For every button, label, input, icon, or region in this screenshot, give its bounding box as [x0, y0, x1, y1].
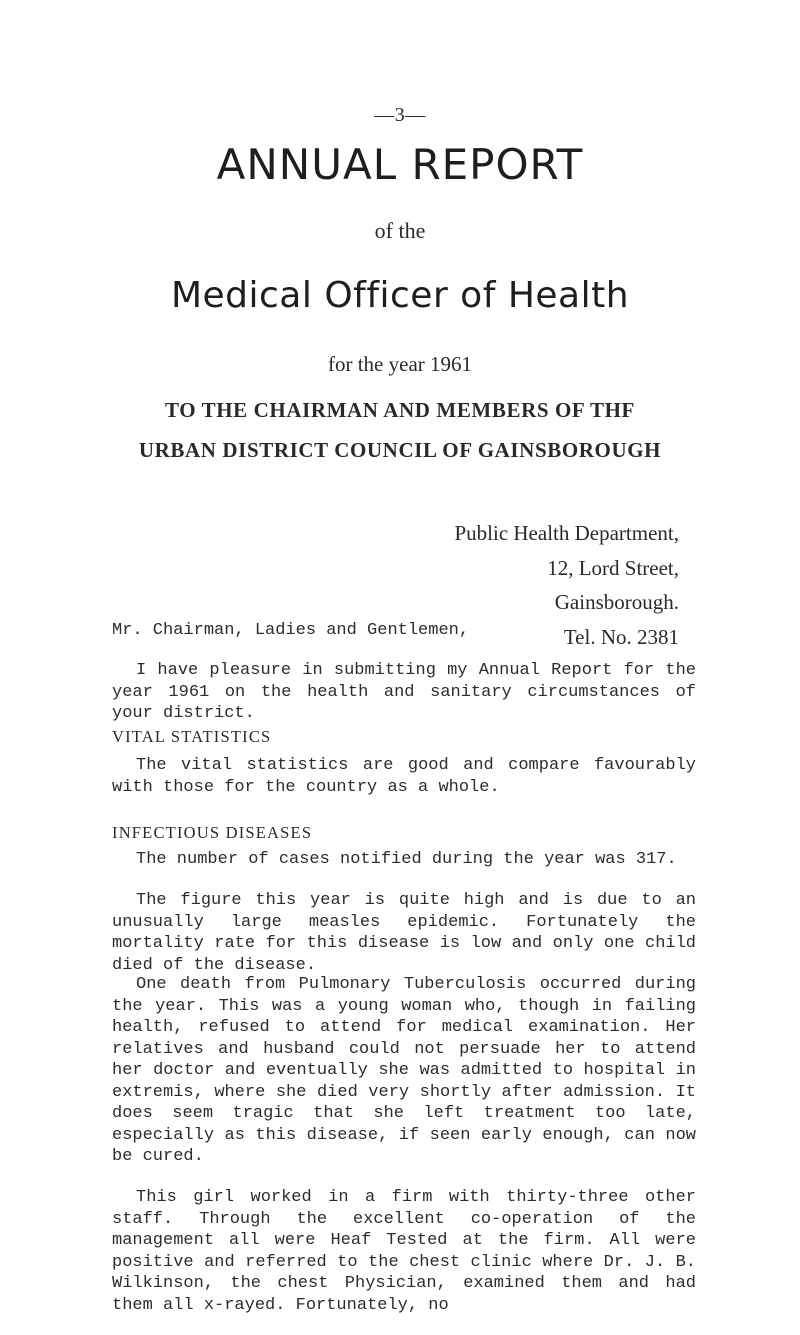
sender-department: Public Health Department, — [454, 521, 679, 545]
sender-street: 12, Lord Street, — [547, 555, 679, 580]
addressee-line-1: TO THE CHAIRMAN AND MEMBERS OF THF — [164, 398, 635, 422]
sender-town: Gainsborough. — [554, 590, 679, 614]
page-number: —3— — [374, 104, 426, 126]
infectious-paragraph-1: The number of cases notified during the year was 317. — [136, 850, 677, 869]
title-connector: of the — [374, 218, 426, 243]
infectious-paragraph-4: This girl worked in a firm with thirty-three other staff. Through the excellent co-operation of the management all were Heaf Tested at the firm. All were positive and referred to the chest clinic where Dr. J. B. Wilkinson, the chest Physician, examined them and had them all x-rayed. Fortunately, no — [112, 1188, 696, 1315]
report-subtitle: Medical Officer of Health — [170, 275, 630, 316]
sender-telephone: Tel. No. 2381 — [563, 624, 679, 649]
intro-paragraph: I have pleasure in submitting my Annual Report for the year 1961 on the health and sanitary circumstances of your district. — [112, 661, 696, 723]
report-title: ANNUAL REPORT — [216, 140, 584, 189]
infectious-diseases-heading: INFECTIOUS DISEASES — [112, 823, 313, 842]
addressee-line-2: URBAN DISTRICT COUNCIL OF GAINSBOROUGH — [138, 438, 662, 462]
infectious-paragraph-2: The figure this year is quite high and is due to an unusually large measles epidemic. Fortunately the mortality rate for this disease is low and only one child died of the disease. — [112, 891, 696, 975]
report-year: for the year 1961 — [327, 352, 473, 376]
vital-statistics-heading: VITAL STATISTICS — [112, 727, 272, 746]
salutation: Mr. Chairman, Ladies and Gentlemen, — [112, 621, 470, 640]
infectious-paragraph-3: One death from Pulmonary Tuberculosis occurred during the year. This was a young woman who, though in failing health, refused to attend for medical examination. Her relatives and husband could not persuade her to attend her doctor and eventually she was admitted to hospital in extremis, where she died very shortly after admission. It does seem tragic that she left treatment too late, especially as this disease, if seen early enough, can now be cured. — [112, 975, 696, 1166]
vital-statistics-paragraph: The vital statistics are good and compare favourably with those for the country as a whole. — [112, 756, 696, 797]
